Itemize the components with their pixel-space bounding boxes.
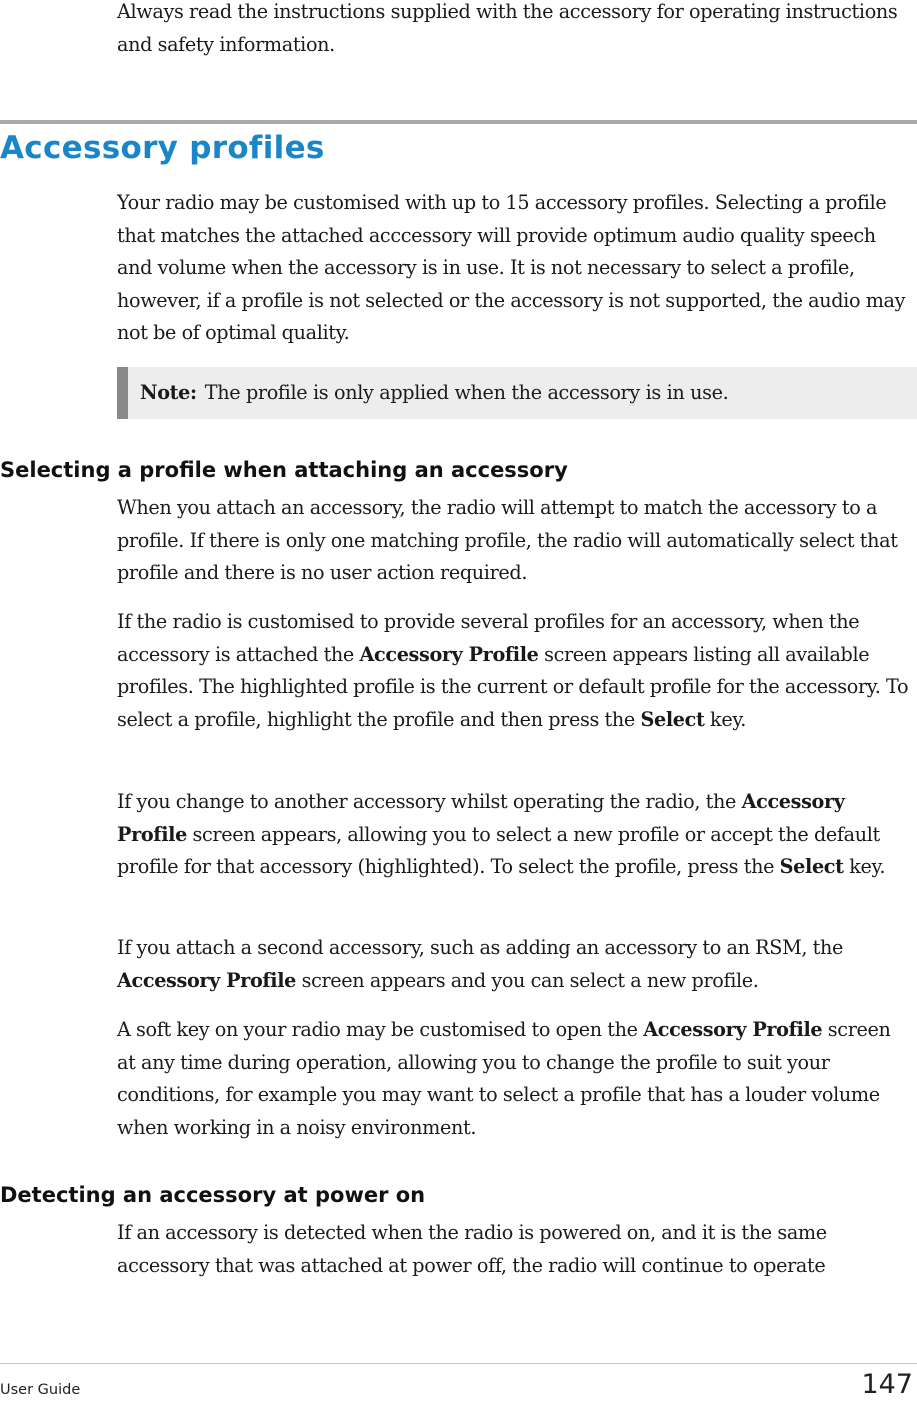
subsection-title-selecting: Selecting a profile when attaching an accessory	[0, 458, 568, 482]
paragraph-second-accessory: If you attach a second accessory, such as adding an accessory to an RSM, the Accessory Profile screen appears and you can select a new profile.	[117, 936, 844, 992]
ui-term-accessory-profile: Accessory Profile	[643, 1018, 823, 1041]
section-paragraph: Your radio may be customised with up to 15 accessory profiles. Selecting a profile that matches the attached acccessory will provide optimum audio quality speech and volume when the accessory is in use. It is not necessary to select a profile, however, if a profile is not selected or the accessory is not supported, the audio may not be of optimal quality.	[117, 191, 906, 345]
section-divider	[0, 120, 917, 124]
ui-term-select-key: Select	[640, 707, 705, 731]
ui-term-select-key: Select	[779, 855, 844, 879]
ui-term-accessory-profile: Accessory Profile	[117, 790, 845, 846]
paragraph-several-profiles: If the radio is customised to provide several profiles for an accessory, when the accessory is attached the Accessory Profile screen appears listing all available profiles. The highlighted profile is the current or default profile for the accessory. To select a profile, highlight the profile and then press the Select key.	[117, 610, 909, 731]
note-text	[140, 378, 728, 408]
subsection-title-detecting: Detecting an accessory at power on	[0, 1183, 426, 1207]
paragraph-attach-match: When you attach an accessory, the radio will attempt to match the accessory to a profile. If there is only one matching profile, the radio will automatically select that profile and there is no user action required.	[117, 496, 898, 585]
note-box	[117, 367, 917, 419]
footer-divider	[0, 1363, 917, 1364]
section-title: Accessory profiles	[0, 130, 325, 166]
ui-term-accessory-profile: Accessory Profile	[117, 968, 297, 992]
note-body: The profile is only applied when the accessory is in use.	[204, 381, 729, 404]
paragraph-power-on: If an accessory is detected when the radio is powered on, and it is the same accessory that was attached at power off, the radio will continue to operate	[117, 1221, 827, 1277]
paragraph-change-accessory: If you change to another accessory whilst operating the radio, the Accessory Profile screen appears, allowing you to select a new profile or accept the default profile for that accessory (highlighted). To select the profile, press the Select key.	[117, 790, 886, 879]
ui-term-accessory-profile: Accessory Profile	[359, 642, 539, 666]
intro-paragraph: Always read the instructions supplied with the accessory for operating instructions and safety information.	[117, 0, 898, 56]
footer-label: User Guide	[0, 1382, 81, 1398]
paragraph-soft-key: A soft key on your radio may be customised to open the Accessory Profile screen at any time during operation, allowing you to change the profile to suit your conditions, for example you may want to select a profile that has a louder volume when working in a noisy environment.	[117, 1018, 891, 1139]
note-label: Note:	[140, 381, 197, 404]
page-number: 147	[861, 1369, 913, 1400]
